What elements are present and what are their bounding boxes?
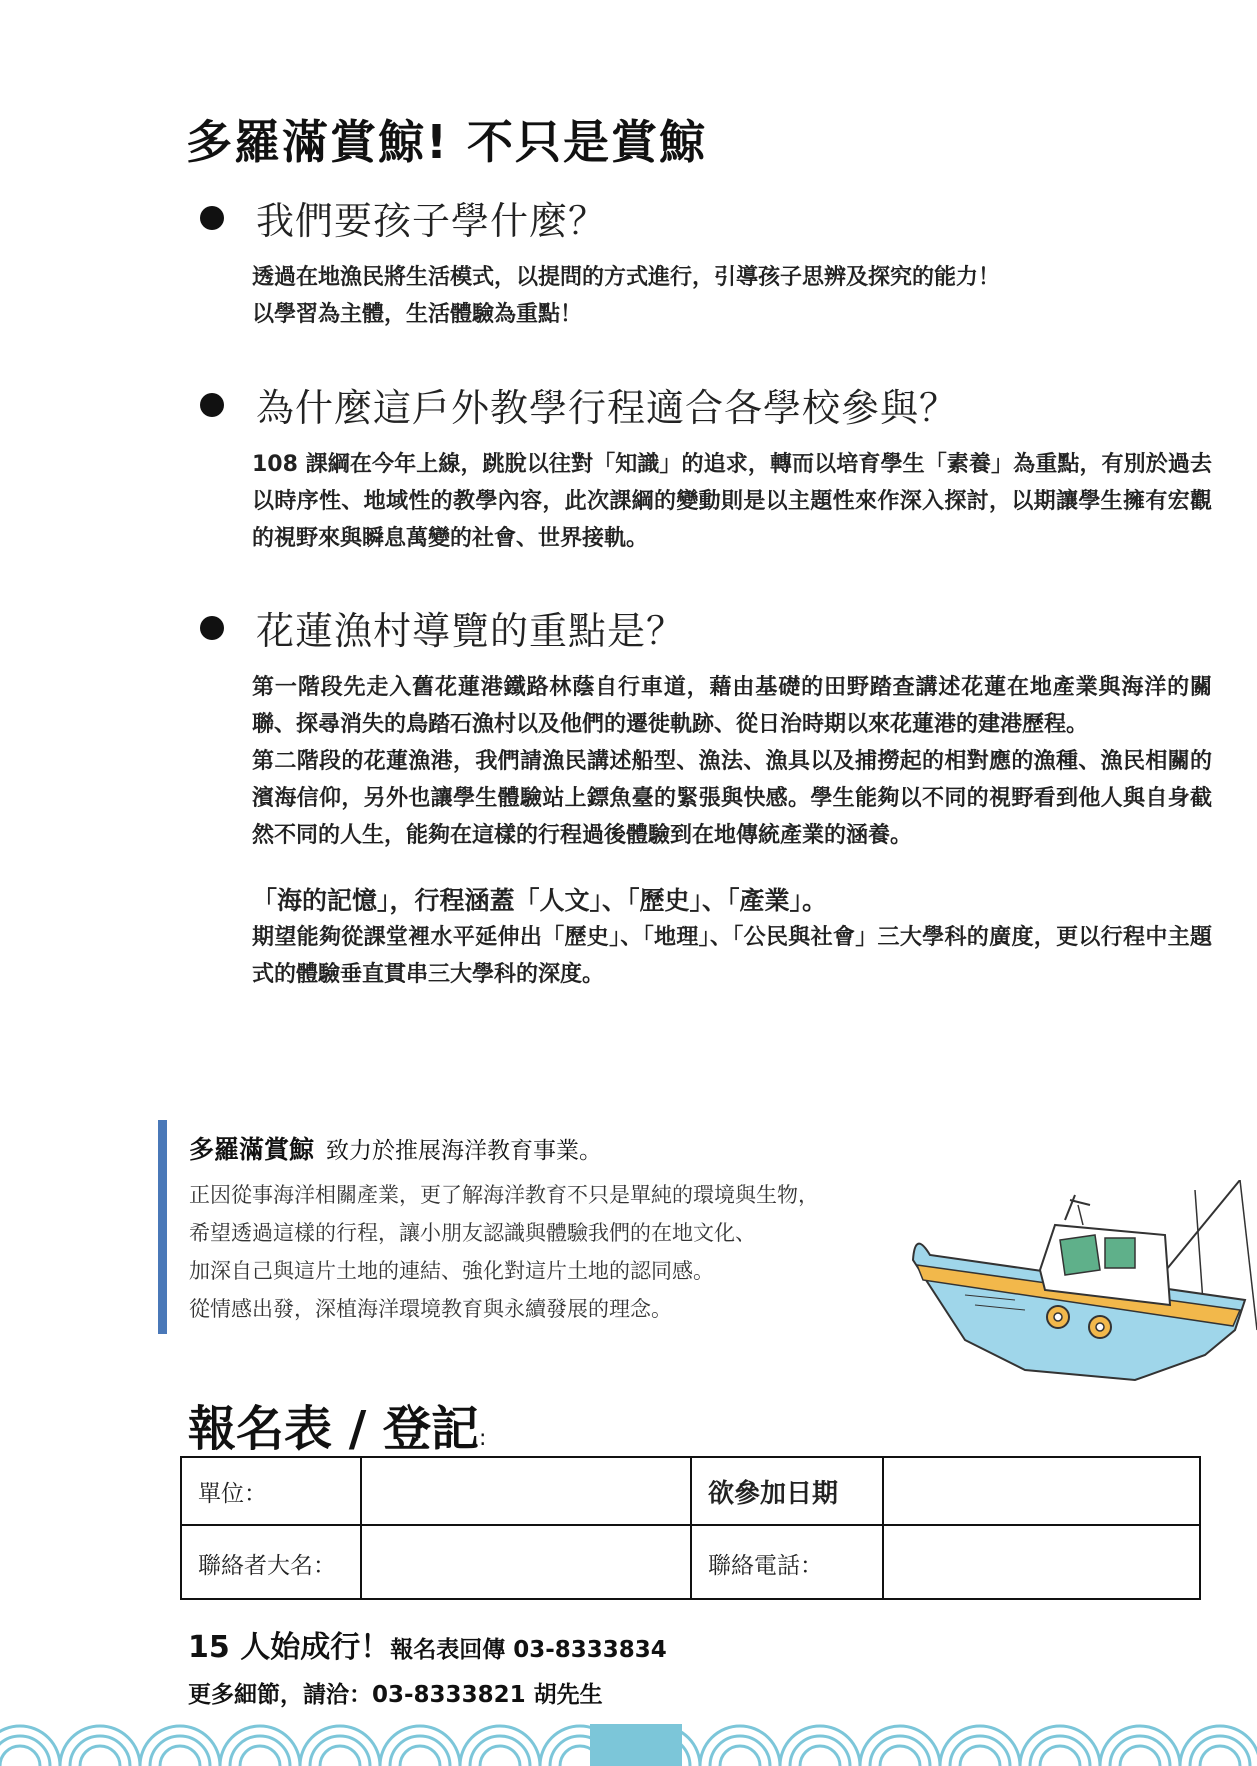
answer-block bbox=[252, 669, 1212, 993]
contact-name-label: 聯絡者大名： bbox=[198, 1552, 336, 1579]
question-text: 花蓮漁村導覽的重點是？ bbox=[256, 609, 686, 653]
section-learning bbox=[200, 190, 1200, 333]
min-group-text: 15 人始成行！ bbox=[188, 1630, 391, 1665]
intro-lines bbox=[189, 1176, 918, 1328]
question-text: 為什麼這戶外教學行程適合各學校參與？ bbox=[256, 386, 959, 430]
closing-paragraph: 期望能夠從課堂裡水平延伸出「歷史」、「地理」、「公民與社會」三大學科的廣度，更以行程中主題式的體驗垂直貫串三大學科的深度。 bbox=[252, 925, 1212, 987]
unit-label: 單位： bbox=[198, 1480, 267, 1507]
answer-paragraph: 第二階段的花蓮漁港，我們請漁民講述船型、漁法、漁具以及捕撈起的相對應的漁種、漁民相關的濱海信仰，另外也讓學生體驗站上鏢魚臺的緊張與快感。學生能夠以不同的視野看到他人與自身截然不同的人生，能夠在這樣的行程過後體驗到在地傳統產業的涵養。 bbox=[252, 749, 1212, 848]
section-why-suitable bbox=[200, 377, 1212, 557]
answer-paragraph: 108 課綱在今年上線，跳脫以往對「知識」的追求，轉而以培育學生「素養」為重點，有別於過去以時序性、地域性的教學內容，此次課綱的變動則是以主題性來作深入探討，以期讓學生擁有宏觀的視野來與瞬息萬變的社會、世界接軌。 bbox=[252, 452, 1212, 551]
footer-line-1 bbox=[188, 1622, 667, 1666]
section-tour-focus bbox=[200, 600, 1212, 993]
registration-title bbox=[188, 1390, 486, 1459]
registration-title-text: 報名表 / 登記 bbox=[188, 1401, 479, 1457]
contact-phone-field[interactable] bbox=[884, 1526, 1201, 1600]
spacer bbox=[252, 854, 1212, 882]
fishing-boat-icon bbox=[905, 1180, 1257, 1390]
registration-title-colon: : bbox=[478, 1426, 487, 1451]
date-field[interactable] bbox=[884, 1458, 1201, 1524]
contact-text: 更多細節，請洽：03-8333821 胡先生 bbox=[188, 1682, 603, 1708]
intro-line: 從情感出發，深植海洋環境教育與永續發展的理念。 bbox=[189, 1297, 672, 1321]
answer-block bbox=[252, 259, 1212, 333]
wave-pattern-icon bbox=[0, 1716, 1257, 1766]
intro-line: 希望透過這樣的行程，讓小朋友認識與體驗我們的在地文化、 bbox=[189, 1221, 756, 1245]
highlight-text: 「海的記憶」，行程涵蓋「人文」、「歷史」、「產業」。 bbox=[252, 886, 828, 915]
question-row bbox=[200, 190, 1200, 245]
answer-paragraph: 透過在地漁民將生活模式，以提問的方式進行，引導孩子思辨及探究的能力！ bbox=[252, 265, 1001, 290]
contact-phone-label: 聯絡電話： bbox=[708, 1552, 823, 1579]
answer-paragraph: 以學習為主體，生活體驗為重點！ bbox=[252, 302, 583, 327]
answer-block bbox=[252, 446, 1212, 557]
date-label: 欲參加日期 bbox=[708, 1478, 839, 1509]
bullet-icon bbox=[200, 206, 224, 230]
intro-line: 正因從事海洋相關產業，更了解海洋教育不只是單純的環境與生物， bbox=[189, 1183, 819, 1207]
question-row bbox=[200, 377, 1200, 432]
unit-field[interactable] bbox=[362, 1458, 690, 1524]
question-row bbox=[200, 600, 1200, 655]
intro-heading bbox=[189, 1130, 918, 1166]
contact-name-field[interactable] bbox=[362, 1526, 690, 1600]
intro-tagline: 致力於推展海洋教育事業。 bbox=[326, 1138, 603, 1164]
bullet-icon bbox=[200, 393, 224, 417]
intro-line: 加深自己與這片土地的連結、強化對這片土地的認同感。 bbox=[189, 1259, 714, 1283]
bullet-icon bbox=[200, 616, 224, 640]
page-title: 多羅滿賞鯨! 不只是賞鯨 bbox=[186, 115, 707, 169]
company-intro bbox=[158, 1120, 918, 1334]
brand-name: 多羅滿賞鯨 bbox=[189, 1135, 315, 1164]
fax-text: 報名表回傳 03-8333834 bbox=[390, 1637, 667, 1663]
question-text: 我們要孩子學什麼？ bbox=[256, 199, 608, 243]
answer-paragraph: 第一階段先走入舊花蓮港鐵路林蔭自行車道，藉由基礎的田野踏查講述花蓮在地產業與海洋的關聯、探尋消失的鳥踏石漁村以及他們的遷徙軌跡、從日治時期以來花蓮港的建港歷程。 bbox=[252, 675, 1212, 737]
registration-form bbox=[180, 1456, 1201, 1600]
